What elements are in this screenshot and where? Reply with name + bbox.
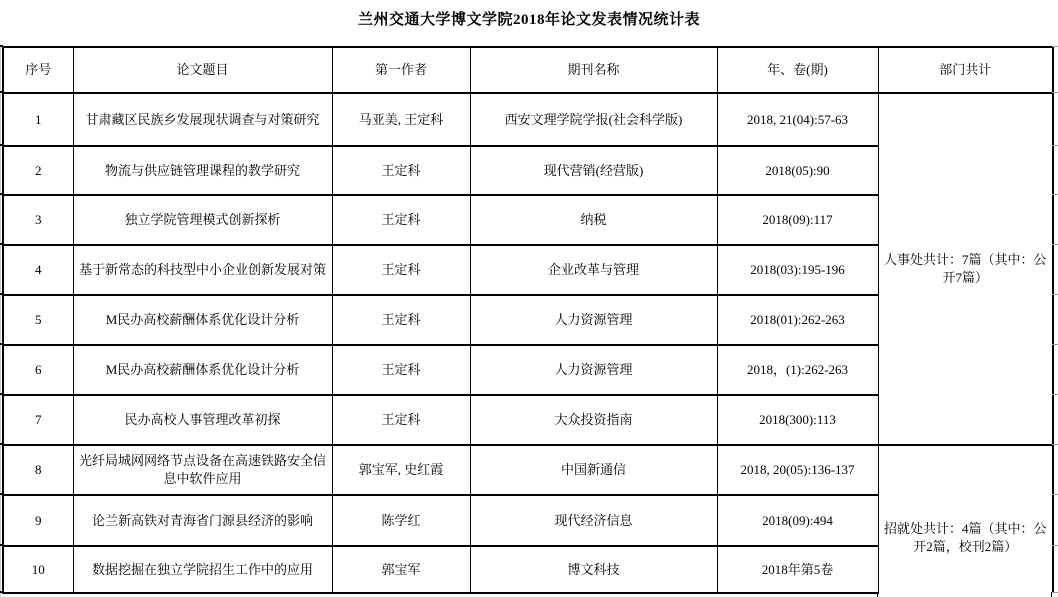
cell-journal: 大众投资指南	[470, 395, 717, 445]
table-row	[3, 445, 1053, 495]
grid-tick-right	[1052, 46, 1058, 47]
column-border-continuation	[877, 592, 878, 597]
cell-issue: 2018(03):195-196	[717, 245, 878, 295]
cell-author: 马亚美, 王定科	[332, 93, 470, 146]
grid-tick-right	[1052, 592, 1058, 593]
cell-issue: 2018(300):113	[717, 395, 878, 445]
table-row	[3, 93, 1053, 146]
col-header-paper-title: 论文题目	[73, 47, 332, 93]
dept-total-cell-personnel	[878, 93, 1053, 445]
col-header-year-volume: 年、卷(期)	[717, 47, 878, 93]
cell-issue: 2018，(1):262-263	[717, 345, 878, 395]
cell-journal: 人力资源管理	[470, 345, 717, 395]
col-header-journal: 期刊名称	[470, 47, 717, 93]
cell-no: 9	[3, 495, 73, 546]
cell-issue: 2018(01):262-263	[717, 295, 878, 345]
grid-tick-right	[1052, 494, 1058, 495]
grid-tick-left	[0, 544, 3, 546]
cell-no: 10	[3, 546, 73, 593]
cell-no: 6	[3, 345, 73, 395]
cell-paper-title: M民办高校薪酬体系优化设计分析	[73, 295, 332, 345]
cell-no: 5	[3, 295, 73, 345]
cell-paper-title: 物流与供应链管理课程的教学研究	[73, 146, 332, 195]
cell-issue: 2018(05):90	[717, 146, 878, 195]
grid-tick-right	[1052, 344, 1058, 345]
grid-tick-left	[0, 393, 3, 395]
grid-tick-right	[1052, 244, 1058, 245]
cell-no: 2	[3, 146, 73, 195]
cell-author: 王定科	[332, 295, 470, 345]
cell-author: 陈学红	[332, 495, 470, 546]
grid-tick-left	[0, 45, 3, 47]
cell-author: 王定科	[332, 245, 470, 295]
cell-journal: 西安文理学院学报(社会科学版)	[470, 93, 717, 146]
grid-tick-left	[0, 243, 3, 245]
grid-tick-left	[0, 144, 3, 146]
cell-paper-title: 甘肃藏区民族乡发展现状调查与对策研究	[73, 93, 332, 146]
col-header-dept-total: 部门共计	[878, 47, 1053, 93]
grid-tick-right	[1052, 294, 1058, 295]
cell-no: 7	[3, 395, 73, 445]
cell-author: 王定科	[332, 345, 470, 395]
grid-tick-left	[0, 293, 3, 295]
grid-tick-left	[0, 193, 3, 195]
cell-author: 王定科	[332, 146, 470, 195]
cell-author: 郭宝军, 史红霞	[332, 445, 470, 495]
cell-paper-title: 民办高校人事管理改革初探	[73, 395, 332, 445]
cell-journal: 现代营销(经营版)	[470, 146, 717, 195]
grid-tick-left	[0, 91, 3, 93]
cell-journal: 纳税	[470, 195, 717, 245]
cell-issue: 2018(09):494	[717, 495, 878, 546]
grid-tick-right	[1052, 394, 1058, 395]
table-header-row	[3, 47, 1053, 93]
dept-total-text: 招就处共计：4篇（其中：公开2篇，校刊2篇）	[883, 520, 1047, 554]
grid-tick-left	[0, 591, 3, 593]
cell-paper-title: 数据挖掘在独立学院招生工作中的应用	[73, 546, 332, 593]
cell-journal: 博文科技	[470, 546, 717, 593]
col-header-no: 序号	[3, 47, 73, 93]
cell-no: 3	[3, 195, 73, 245]
grid-tick-left	[0, 443, 3, 445]
grid-tick-right	[1052, 444, 1058, 445]
cell-journal: 中国新通信	[470, 445, 717, 495]
dept-total-cell-admissions	[878, 445, 1053, 593]
cell-journal: 现代经济信息	[470, 495, 717, 546]
cell-paper-title: 光纤局城网网络节点设备在高速铁路安全信息中软件应用	[73, 445, 332, 495]
grid-tick-right	[1052, 545, 1058, 546]
grid-tick-right	[1052, 194, 1058, 195]
cell-no: 8	[3, 445, 73, 495]
grid-tick-left	[0, 343, 3, 345]
cell-paper-title: M民办高校薪酬体系优化设计分析	[73, 345, 332, 395]
cell-no: 1	[3, 93, 73, 146]
grid-tick-left	[0, 493, 3, 495]
dept-total-text: 人事处共计：7篇（其中：公开7篇）	[883, 252, 1047, 285]
page-title: 兰州交通大学博文学院2018年论文发表情况统计表	[357, 12, 700, 28]
cell-issue: 2018, 21(04):57-63	[717, 93, 878, 146]
cell-paper-title: 基于新常态的科技型中小企业创新发展对策	[73, 245, 332, 295]
cell-journal: 企业改革与管理	[470, 245, 717, 295]
cell-no: 4	[3, 245, 73, 295]
cell-author: 王定科	[332, 395, 470, 445]
cell-journal: 人力资源管理	[470, 295, 717, 345]
cell-author: 王定科	[332, 195, 470, 245]
papers-table	[2, 46, 1054, 594]
grid-tick-right	[1052, 145, 1058, 146]
cell-author: 郭宝军	[332, 546, 470, 593]
cell-issue: 2018(09):117	[717, 195, 878, 245]
cell-paper-title: 论兰新高铁对青海省门源县经济的影响	[73, 495, 332, 546]
cell-issue: 2018年第5卷	[717, 546, 878, 593]
grid-tick-right	[1052, 92, 1058, 93]
window-edge-line	[0, 44, 1, 597]
cell-issue: 2018, 20(05):136-137	[717, 445, 878, 495]
cell-paper-title: 独立学院管理模式创新探析	[73, 195, 332, 245]
col-header-first-author: 第一作者	[332, 47, 470, 93]
